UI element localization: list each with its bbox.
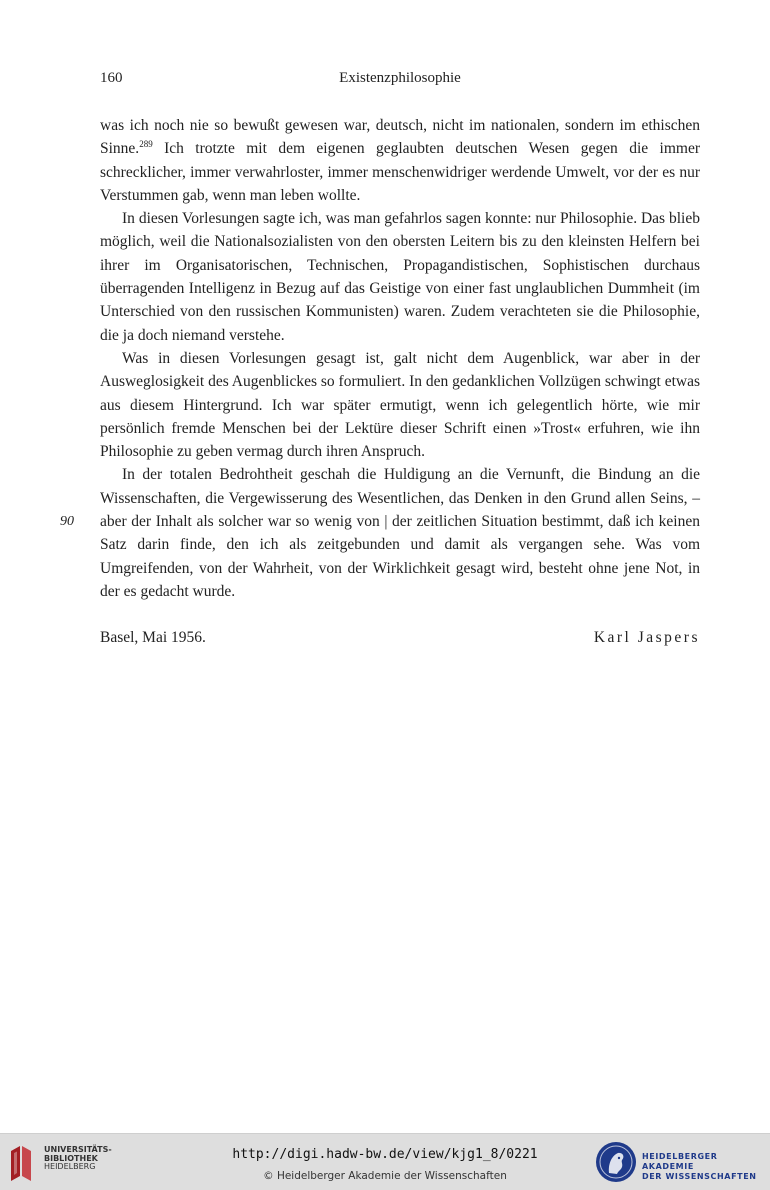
academy-logo[interactable] <box>594 1140 764 1184</box>
copyright-notice: © Heidelberger Akademie der Wissenschaften <box>263 1170 507 1182</box>
academy-name <box>642 1152 764 1182</box>
paragraph-1-continued: Ich trotzte mit dem eigenen geglaubten deutschen Wesen gegen die immer schrecklicher, immer verwahrloster, immer menschenwidriger werdende Umwelt, vor der es nur Verstummen gab, wenn man leben wollte. <box>100 140 700 204</box>
permalink-url[interactable]: http://digi.hadw-bw.de/view/kjg1_8/0221 <box>232 1147 538 1162</box>
author-signature: Karl Jaspers <box>593 629 700 646</box>
library-name-line: HEIDELBERG <box>44 1162 96 1172</box>
academy-name-line: DER WISSENSCHAFTEN <box>642 1172 757 1181</box>
paragraph-1 <box>100 114 700 207</box>
body-text <box>100 114 700 603</box>
paragraph-2: In diesen Vorlesungen sagte ich, was man gefahrlos sagen konnte: nur Philosophie. Das blieb möglich, weil die Nationalsozialisten von den obersten Leitern bis zu den kleinsten Helfern bei ihrer im Organisatorischen, Technischen, Propagandistischen, Sophistischen durchaus überragenden Intelligenz in Bezug auf das Geistige von einer fast unglaublichen Dummheit (im Unterschied von den russischen Kommunisten) waren. Zudem verachteten sie die Philosophie, die ja doch niemand verstehe. <box>100 210 700 344</box>
margin-page-reference: 90 <box>60 514 74 529</box>
library-name-line: UNIVERSITÄTS- <box>44 1145 112 1154</box>
page-header <box>100 70 700 92</box>
paragraph-4: In der totalen Bedrohtheit geschah die Huldigung an die Vernunft, die Bindung an die Wissenschaften, die Vergewisserung des Wesentlichen, das Denken in den Grund allen Seins, – aber der Inhalt als solcher war so wenig von | der zeitlichen Situation bestimmt, daß ich keinen Satz darin finde, den ich als zeitgebunden und damit als vergangen sehe. Was vom Umgreifenden, von der Wahrheit, von der Wirklichkeit gesagt wird, besteht ohne jene Not, in der es gedacht wurde. <box>100 466 700 600</box>
running-title: Existenzphilosophie <box>339 70 461 86</box>
signoff <box>100 629 700 651</box>
academy-seal-icon <box>594 1140 638 1184</box>
footer-bar <box>0 1133 770 1190</box>
paragraph-1-text: was ich noch nie so bewußt gewesen war, deutsch, nicht im nationalen, sondern im ethischen Sinne. <box>100 117 700 158</box>
paragraph-3: Was in diesen Vorlesungen gesagt ist, galt nicht dem Augenblick, war aber in der Ausweglosigkeit des Augenblickes so formuliert. In den gedanklichen Vollzügen schwingt etwas aus diesem Hintergrund. Ich war später ermutigt, wenn ich gelegentlich hörte, wie mir persönlich fremde Menschen bei der Lektüre dieser Schrift einen »Trost« erfuhren, wie ihn Philosophie zu geben vermag durch ihren Anspruch. <box>100 349 700 461</box>
library-name-line: BIBLIOTHEK <box>44 1153 98 1163</box>
academy-name-line: HEIDELBERGER AKADEMIE <box>642 1152 718 1171</box>
place-date: Basel, Mai 1956. <box>100 629 206 646</box>
footnote-marker[interactable]: 289 <box>139 139 153 150</box>
page-number: 160 <box>100 70 123 86</box>
